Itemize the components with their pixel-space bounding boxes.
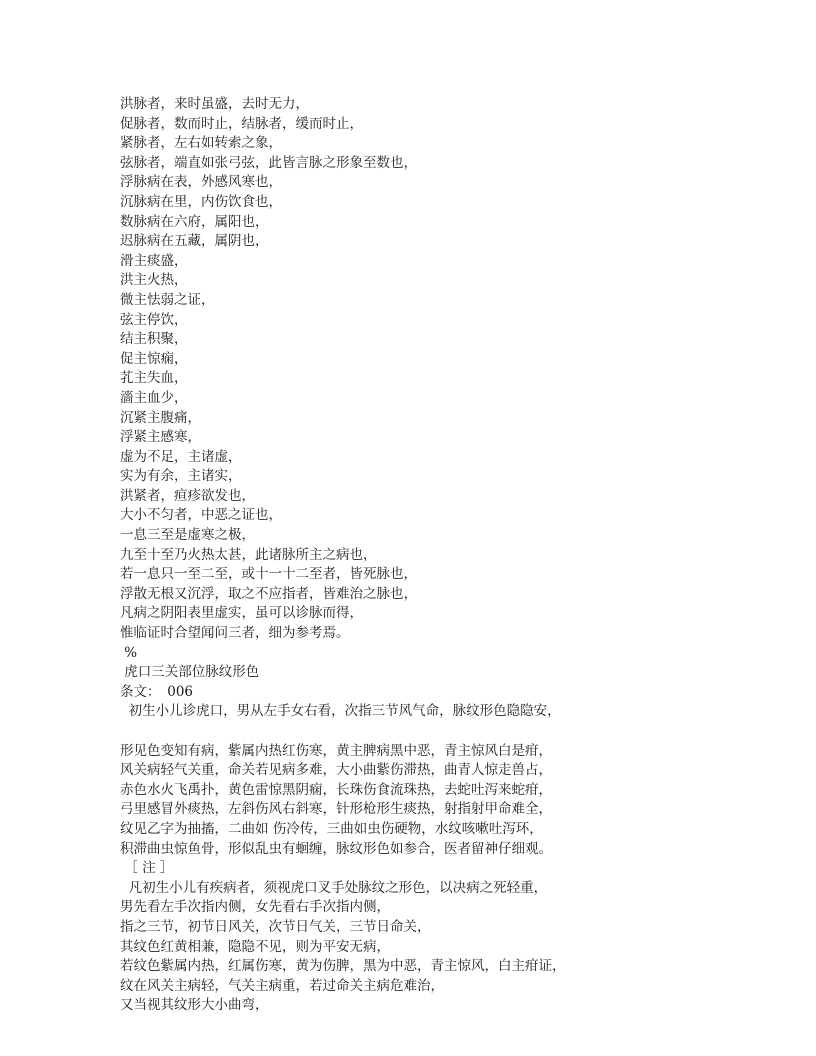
text-line: 濇主血少，: [120, 389, 188, 406]
text-line: 数脉病在六府，属阳也，: [120, 213, 269, 230]
text-line: 纹在风关主病轻，气关主病重，若过命关主病危难治，: [120, 977, 444, 994]
text-line: 九至十至乃火热太甚，此诸脉所主之病也，: [120, 546, 377, 563]
text-line: 洪脉者，来时虽盛，去时无力，: [120, 96, 309, 112]
text-line: 浮散无根又沉浮，取之不应指者，皆难治之脉也，: [120, 585, 417, 602]
text-line: 浮紧主感寒，: [120, 429, 201, 446]
text-line: 浮脉病在表，外感风寒也，: [120, 174, 282, 191]
text-line: 微主怯弱之证，: [120, 291, 215, 308]
text-line: %: [120, 644, 138, 661]
text-line: 若纹色紫属内热，红属伤寒，黄为伤脾，黑为中恶，青主惊风，白主疳证，: [120, 958, 566, 975]
text-line: 一息三至是虚寒之极，: [120, 527, 255, 544]
text-line: 积滞曲虫惊鱼骨，形似乱虫有蛔缠，脉纹形色如参合，医者留神仔细观。: [120, 840, 552, 857]
text-line: 虎口三关部位脉纹形色: [120, 664, 260, 681]
text-line: 凡病之阴阳表里虚实，虽可以诊脉而得，: [120, 605, 363, 622]
text-line: 实为有余，主诸实，: [120, 468, 242, 485]
text-line: 沉紧主腹痛，: [120, 409, 201, 426]
text-line: 滑主痰盛，: [120, 252, 188, 269]
text-line: 若一息只一至二至，或十一十二至者，皆死脉也，: [120, 566, 417, 583]
text-line: 又当视其纹形大小曲弯，: [120, 997, 269, 1014]
text-line: 虚为不足，主诸虚，: [120, 448, 242, 465]
text-line: 条文： 006: [120, 683, 194, 700]
text-line: ［ 注 ］: [120, 860, 174, 877]
text-line: 弦主停饮，: [120, 311, 188, 328]
text-line: 紧脉者，左右如转索之象，: [120, 135, 282, 152]
text-line: 风关病轻气关重，命关若见病多难，大小曲紫伤滞热，曲青人惊走兽占，: [120, 762, 552, 779]
text-line: 促主惊痫，: [120, 350, 188, 367]
document-page: [120, 95, 800, 1016]
text-line: 男先看左手次指内侧，女先看右手次指内侧，: [120, 899, 390, 916]
text-line: 赤色水火飞禹扑，黄色雷惊黑阴痫，长珠伤食流珠热，去蛇吐泻来蛇疳，: [120, 781, 552, 798]
text-line: 洪紧者，疸疹欲发也，: [120, 487, 255, 504]
text-line: 沉脉病在里，内伤饮食也，: [120, 193, 282, 210]
text-line: 大小不匀者，中恶之证也，: [120, 507, 282, 524]
text-line: 初生小儿诊虎口，男从左手女右看，次指三节风气命，脉纹形色隐隐安，: [120, 703, 561, 720]
text-line: 惟临证时合望闻问三者，细为参考焉。: [120, 625, 350, 642]
text-line: 其纹色红黄相兼，隐隐不见，则为平安无病，: [120, 938, 390, 955]
text-line: 洪主火热，: [120, 272, 188, 289]
text-line: 迟脉病在五藏，属阴也，: [120, 233, 269, 250]
text-line: 结主积聚，: [120, 331, 188, 348]
text-line: 指之三节，初节日风关，次节日气关，三节日命关，: [120, 918, 431, 935]
text-line: 凡初生小儿有疾病者，须视虎口叉手处脉纹之形色，以决病之死轻重，: [120, 879, 548, 896]
text-line: 促脉者，数而时止，结脉者，缓而时止，: [120, 115, 363, 132]
text-line: 纹见乙字为抽搐，二曲如 伤冷传，三曲如虫伤硬物，水纹咳嗽吐泻环，: [120, 820, 543, 837]
blank-line: [120, 722, 800, 742]
text-line: 形见色变知有病，紫属内热红伤寒，黄主脾病黑中恶，青主惊风白是疳，: [120, 742, 552, 759]
text-line: 芤主失血，: [120, 370, 188, 387]
text-line: 弦脉者，端直如张弓弦，此皆言脉之形象至数也，: [120, 154, 417, 171]
text-line: 弓里感冒外痰热，左斜伤风右斜寒，针形枪形生痰热，射指射甲命难全，: [120, 801, 552, 818]
